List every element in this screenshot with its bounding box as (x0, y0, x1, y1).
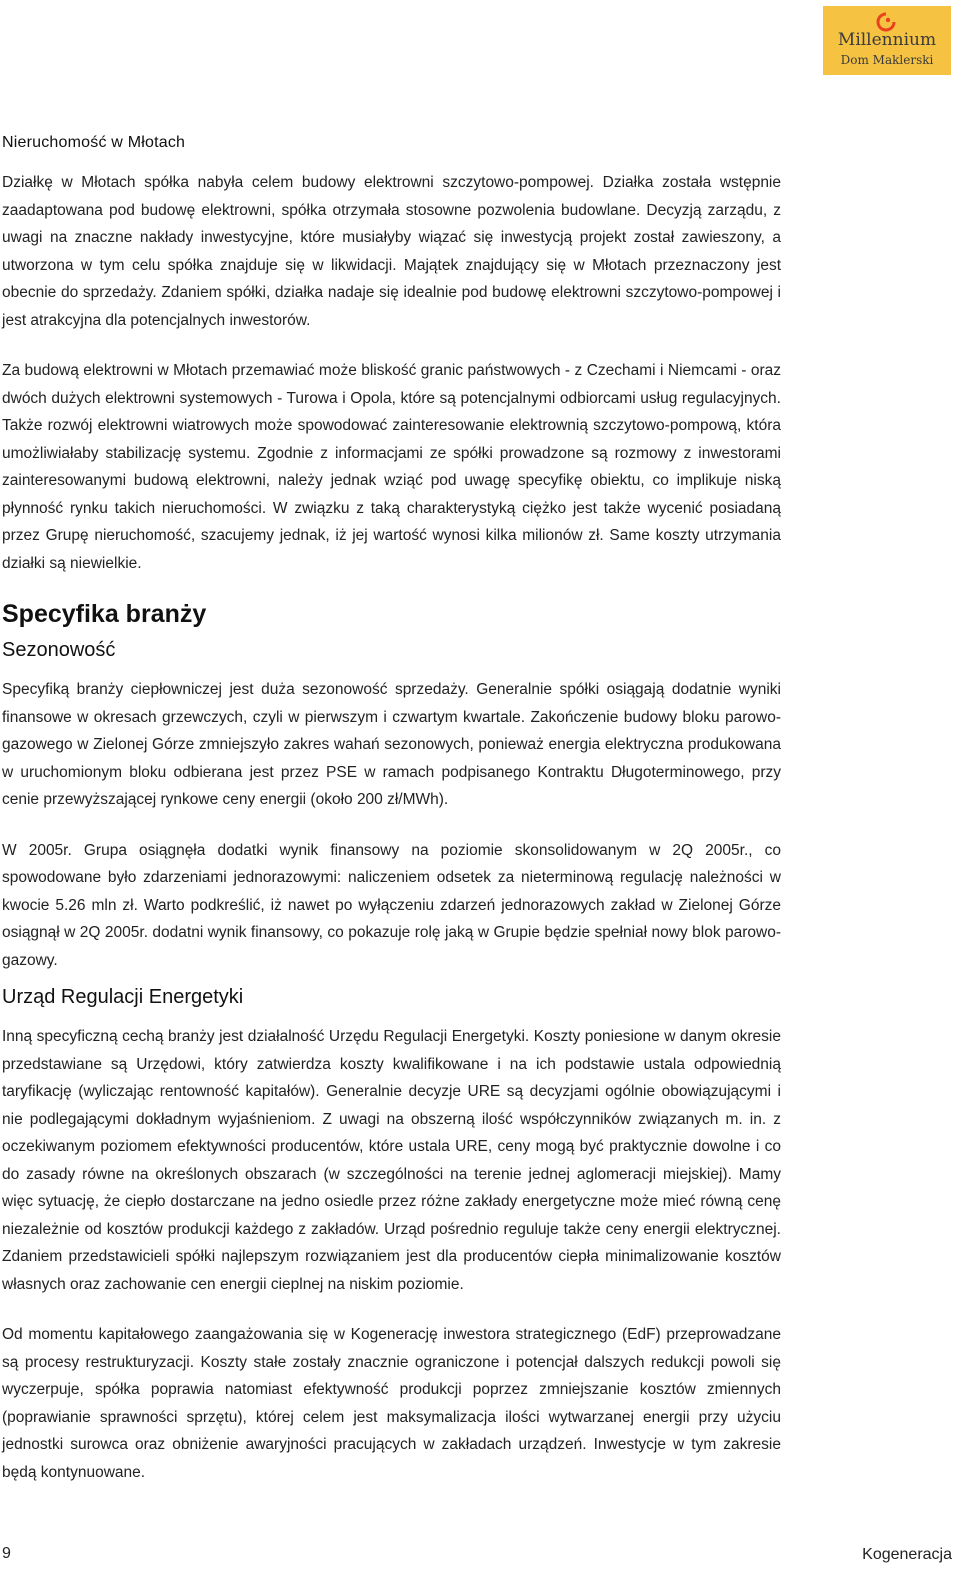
paragraph-mlotach-1: Działkę w Młotach spółka nabyła celem budowy elektrowni szczytowo-pompowej. Działka została wstępnie zaadaptowana pod budowę elektrowni, spółka otrzymała stosowne pozwolenia budowlane. Decyzją zarządu, z uwagi na znaczne nakłady inwestycyjne, które musiałyby wiązać się inwestycją projekt został zawieszony, a utworzona w tym celu spółka znajduje się w likwidacji. Majątek znajdujący się w Młotach przeznaczony jest obecnie do sprzedaży. Zdaniem spółki, działka nadaje się idealnie pod budowę elektrowni szczytowo-pompowej i jest atrakcyjna dla potencjalnych inwestorów. (2, 174, 781, 329)
millennium-swirl-icon (876, 12, 896, 32)
heading-specyfika: Specyfika branży (2, 600, 207, 628)
page-number: 9 (2, 1545, 11, 1562)
paragraph-ure-2: Od momentu kapitałowego zaangażowania się w Kogenerację inwestora strategicznego (EdF) przeprowadzane są procesy restrukturyzacji. Koszty stałe zostały znacznie ograniczone i potencjał dalszych redukcji powoli się wyczerpuje, spółka poprawia natomiast efektywność produkcji poprzez zmniejszanie kosztów zmiennych (poprawianie sprawności sprzętu), której celem jest maksymalizacja ilości wytwarzanej energii przy użyciu jednostki surowca oraz obniżenie awaryjności pracujących w zakładach urządzeń. Inwestycje w tym zakresie będą kontynuowane. (2, 1326, 781, 1481)
logo-subtitle: Dom Maklerski (840, 53, 934, 67)
heading-sezonowosc: Sezonowość (2, 639, 116, 661)
footer-company-name: Kogeneracja (862, 1546, 952, 1563)
millennium-logo (823, 6, 951, 75)
logo-name: Millennium (837, 30, 937, 50)
paragraph-ure-1: Inną specyficzną cechą branży jest działalność Urzędu Regulacji Energetyki. Koszty poniesione w danym okresie przedstawiane są Urzędowi, który zatwierdza koszty kwalifikowane i na ich podstawie ustala odpowiednią taryfikację (wyliczając rentowność kapitałów). Generalnie decyzje URE są decyzjami ogólnie obowiązującymi i nie podlegającymi dokładnym wyjaśnieniom. Z uwagi na obszerną ilość współczynników związanych m. in. z oczekiwanym poziomem efektywności producentów, które ustala URE, ceny mogą być praktycznie dowolne i co do zasady równe na określonych obszarach (w szczególności na terenie jednej aglomeracji miejskiej). Mamy więc sytuację, że ciepło dostarczane na jedno osiedle przez różne zakłady energetyczne może mieć równą cenę niezależnie od kosztów produkcji każdego z zakładów. Urząd pośrednio reguluje także ceny energii elektrycznej. Zdaniem przedstawicieli spółki najlepszym rozwiązaniem jest dla producentów ciepła minimalizowanie kosztów własnych oraz zachowanie cen energii cieplnej na niskim poziomie. (2, 1028, 781, 1293)
paragraph-sezonowosc-2: W 2005r. Grupa osiągnęła dodatki wynik finansowy na poziomie skonsolidowanym w 2Q 2005r., co spowodowane było zdarzeniami jednorazowymi: naliczeniem odsetek za nieterminową regulację należności w kwocie 5.26 mln zł. Warto podkreślić, iż nawet po wyłączeniu zdarzeń jednorazowych zakład w Zielonej Górze osiągnął w 2Q 2005r. dodatni wynik finansowy, co pokazuje rolę jaką w Grupie będzie spełniał nowy blok parowo-gazowy. (2, 841, 781, 969)
heading-ure: Urząd Regulacji Energetyki (2, 986, 244, 1008)
section-title-mlotach: Nieruchomość w Młotach (2, 134, 186, 151)
paragraph-sezonowosc-1: Specyfiką branży ciepłowniczej jest duża sezonowość sprzedaży. Generalnie spółki osiągają dodatnie wyniki finansowe w okresach grzewczych, czyli w pierwszym i czwartym kwartale. Zakończenie budowy bloku parowo-gazowego w Zielonej Górze zmniejszyło zakres wahań sezonowych, ponieważ energia elektryczna produkowana w uruchomionym bloku odbierana jest przez PSE w ramach podpisanego Kontraktu Długoterminowego, przy cenie przewyższającej rynkowe ceny energii (około 200 zł/MWh). (2, 681, 781, 808)
document-body (2, 134, 781, 1509)
paragraph-mlotach-2: Za budową elektrowni w Młotach przemawiać może bliskość granic państwowych - z Czechami i Niemcami - oraz dwóch dużych elektrowni systemowych - Turowa i Opola, które są potencjalnymi odbiorcami usług regulacyjnych. Także rozwój elektrowni wiatrowych może spowodować zainteresowanie elektrownią szczytowo-pompową, która umożliwiałaby stabilizację systemu. Zgodnie z informacjami ze spółki prowadzone są rozmowy z inwestorami zainteresowanymi budową elektrowni, należy jednak wziąć pod uwagę specyfikę obiektu, co implikuje niską płynność rynku takich nieruchomości. W związku z taką charakterystyką ciężko jest także wycenić posiadaną przez Grupę nieruchomość, szacujemy jednak, iż jej wartość wynosi kilka milionów zł. Same koszty utrzymania działki są niewielkie. (2, 362, 781, 572)
